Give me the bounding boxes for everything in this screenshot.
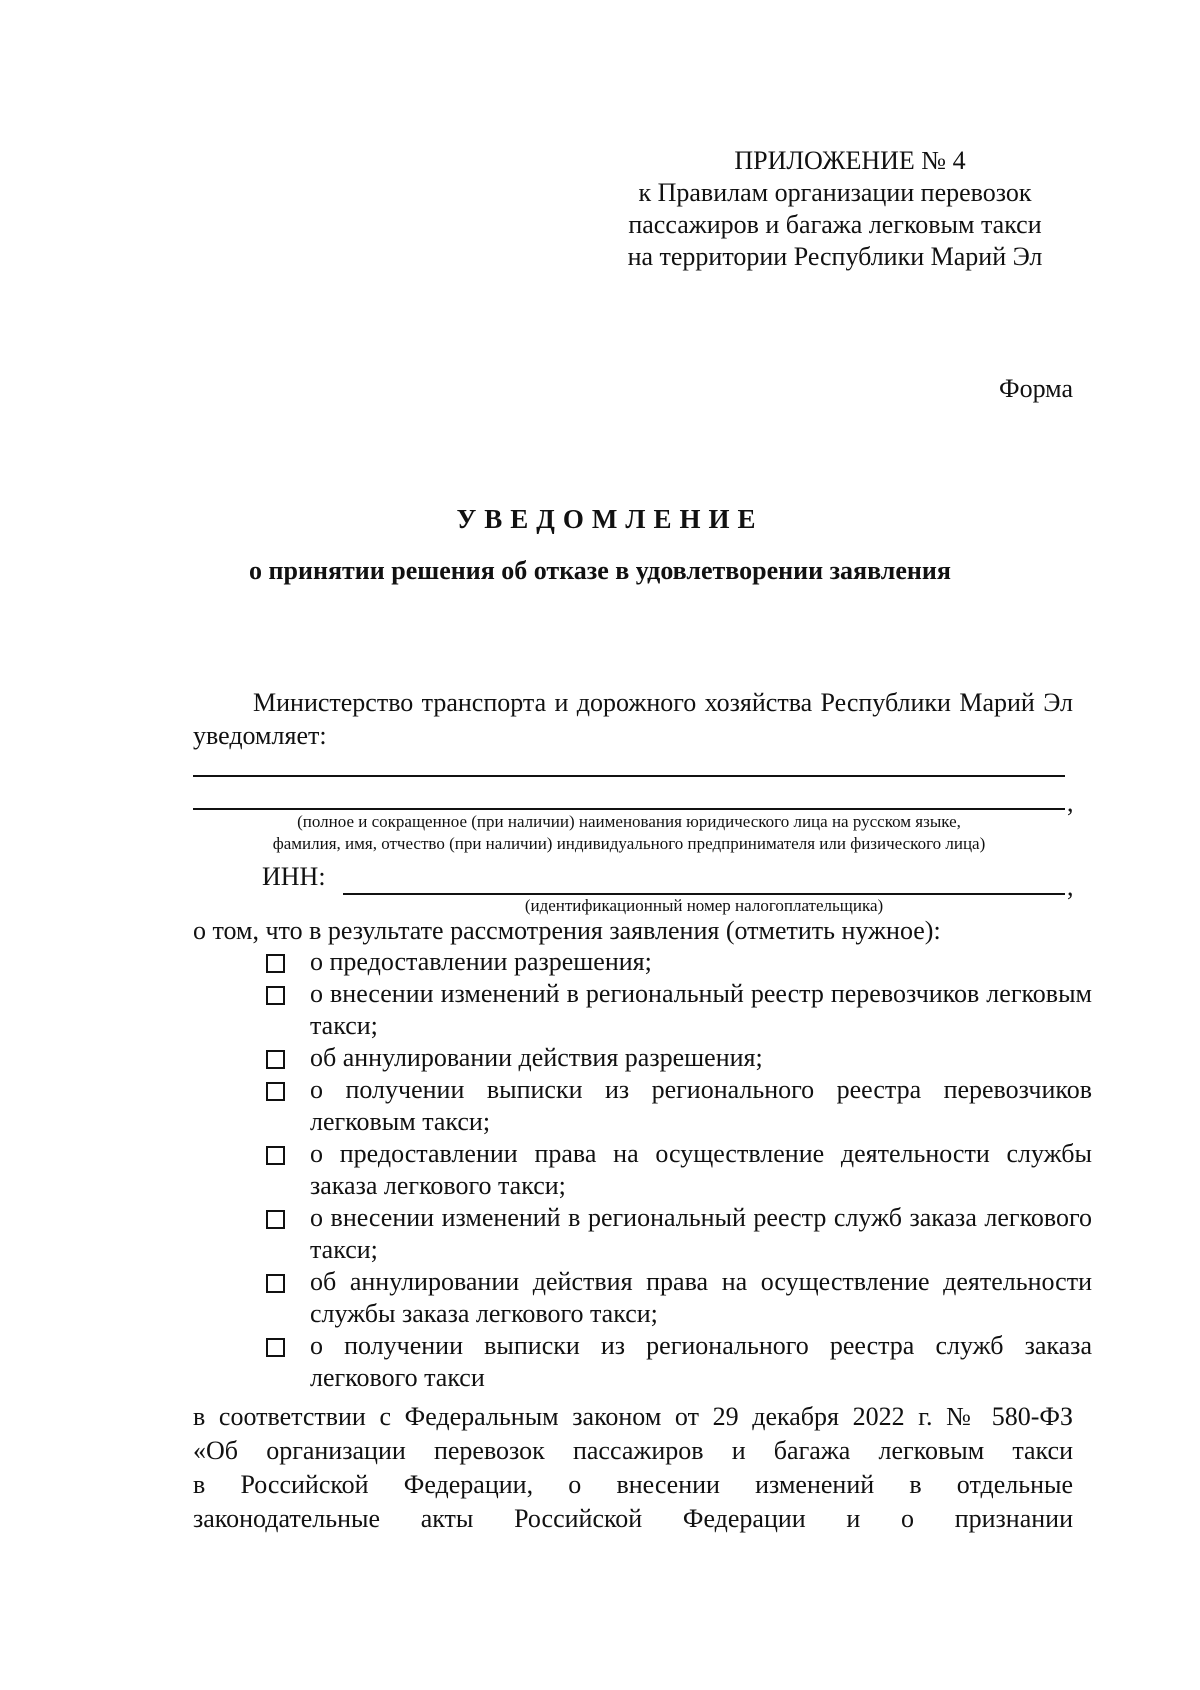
inn-field-caption: (идентификационный номер налогоплательщика) [524, 896, 884, 915]
closing-line: законодательные акты Российской Федерации и о признании [193, 1504, 1073, 1533]
checkbox[interactable] [266, 1338, 285, 1357]
inn-label: ИНН: [262, 862, 326, 891]
inn-field-comma: , [1067, 872, 1074, 901]
appendix-reference-line: на территории Республики Марий Эл [627, 242, 1043, 271]
decision-options-list [262, 946, 1092, 1394]
option-label: о внесении изменений в региональный реестр перевозчиков легковым такси; [310, 979, 1092, 1040]
name-field-comma: , [1067, 788, 1074, 817]
decision-option [262, 1074, 1092, 1138]
name-caption-line: фамилия, имя, отчество (при наличии) индивидуального предпринимателя или физического лица) [272, 834, 986, 853]
name-caption-line: (полное и сокращенное (при наличии) наименования юридического лица на русском языке, [297, 812, 961, 831]
option-label: о предоставлении права на осуществление деятельности службы заказа легкового такси; [310, 1139, 1092, 1200]
option-label: о предоставлении разрешения; [310, 947, 652, 976]
decision-option [262, 1042, 1092, 1074]
name-fill-line[interactable] [193, 808, 1065, 810]
option-label: о получении выписки из регионального реестра перевозчиков легковым такси; [310, 1075, 1092, 1136]
form-label: Форма [999, 374, 1073, 403]
name-field-caption [193, 811, 1065, 855]
checkbox[interactable] [266, 1210, 285, 1229]
option-label: об аннулировании действия права на осуществление деятельности службы заказа легкового такси; [310, 1267, 1092, 1328]
checkbox[interactable] [266, 1274, 285, 1293]
decision-option [262, 1138, 1092, 1202]
result-intro: о том, что в результате рассмотрения заявления (отметить нужное): [193, 916, 941, 945]
name-fill-line[interactable] [193, 775, 1065, 777]
appendix-number: ПРИЛОЖЕНИЕ № 4 [734, 146, 966, 175]
checkbox[interactable] [266, 1146, 285, 1165]
decision-option [262, 1330, 1092, 1394]
option-label: о получении выписки из регионального реестра служб заказа легкового такси [310, 1331, 1092, 1392]
appendix-header [600, 145, 1070, 273]
option-label: об аннулировании действия разрешения; [310, 1043, 763, 1072]
document-title: УВЕДОМЛЕНИЕ [456, 504, 764, 534]
decision-option [262, 978, 1092, 1042]
decision-option [262, 946, 1092, 978]
checkbox[interactable] [266, 954, 285, 973]
document-subtitle: о принятии решения об отказе в удовлетворении заявления [249, 556, 951, 585]
decision-option [262, 1202, 1092, 1266]
checkbox[interactable] [266, 1082, 285, 1101]
closing-line: «Об организации перевозок пассажиров и багажа легковым такси [193, 1436, 1073, 1465]
closing-line: в соответствии с Федеральным законом от 29 декабря 2022 г. № 580-ФЗ [193, 1402, 1073, 1431]
checkbox[interactable] [266, 1050, 285, 1069]
decision-option [262, 1266, 1092, 1330]
intro-paragraph: Министерство транспорта и дорожного хозяйства Республики Марий Эл уведомляет: [193, 688, 1073, 750]
closing-line: в Российской Федерации, о внесении изменений в отдельные [193, 1470, 1073, 1499]
appendix-reference-line: пассажиров и багажа легковым такси [628, 210, 1042, 239]
appendix-reference-line: к Правилам организации перевозок [638, 178, 1032, 207]
checkbox[interactable] [266, 986, 285, 1005]
closing-paragraph [193, 1400, 1073, 1536]
option-label: о внесении изменений в региональный реестр служб заказа легкового такси; [310, 1203, 1092, 1264]
